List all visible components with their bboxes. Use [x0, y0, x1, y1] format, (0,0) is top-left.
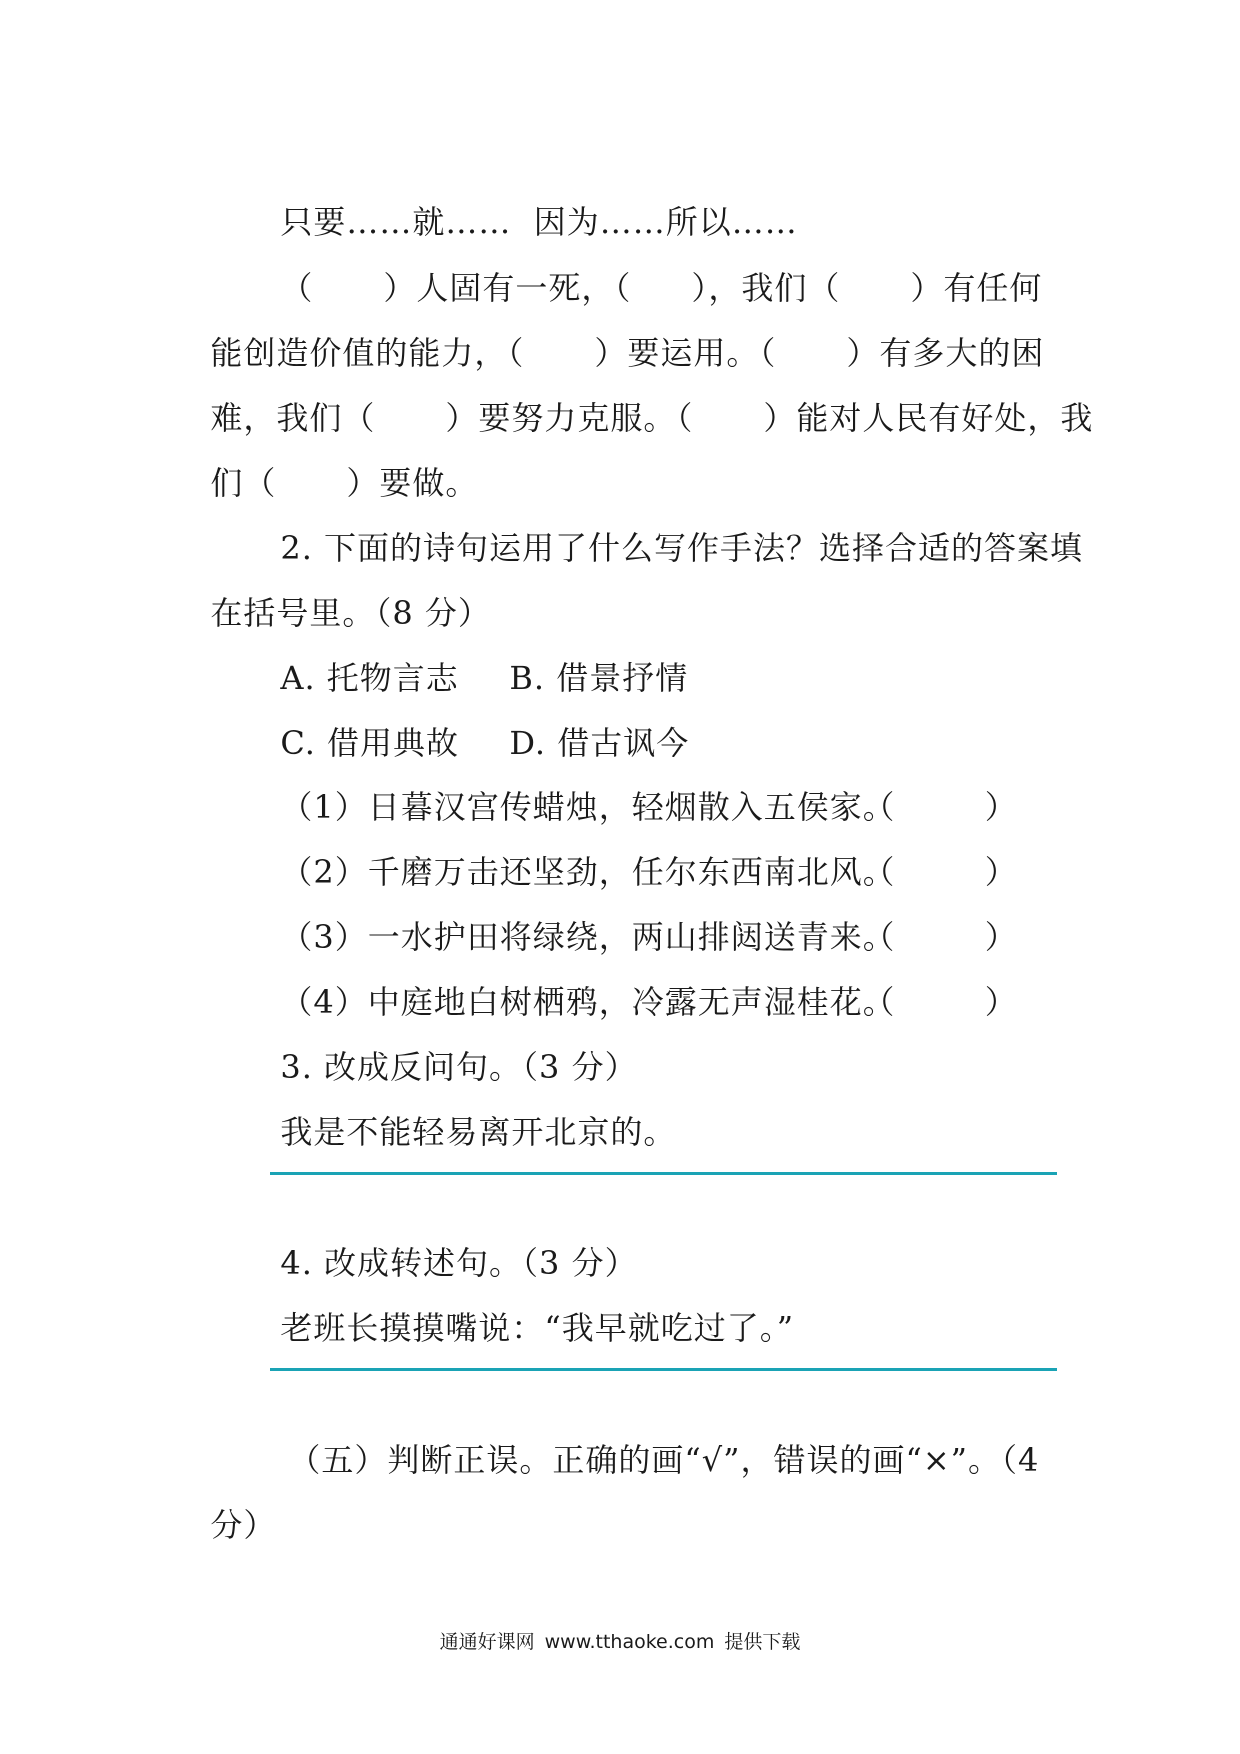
- poem-answer-bracket[interactable]: （ ）: [862, 853, 1018, 891]
- option-c: C. 借用典故: [280, 724, 460, 762]
- connective-hint: 只要……就…… 因为……所以……: [280, 203, 798, 241]
- question-2-prompt-cont: 在括号里。（8 分）: [210, 594, 491, 632]
- section-5-heading: （五）判断正误。正确的画“√”，错误的画“×”。（4: [288, 1441, 1040, 1479]
- option-d: D. 借古讽今: [509, 724, 690, 762]
- poem-answer-bracket[interactable]: （ ）: [862, 788, 1018, 826]
- question-3-title: 3. 改成反问句。（3 分）: [280, 1048, 638, 1086]
- poem-item: （3）一水护田将绿绕，两山排闼送青来。: [280, 918, 896, 956]
- option-b: B. 借景抒情: [509, 659, 689, 697]
- fill-paragraph-line-2: 能创造价值的能力，（ ）要运用。（ ）有多大的困: [210, 334, 1045, 372]
- poem-answer-bracket[interactable]: （ ）: [862, 918, 1018, 956]
- footer-url[interactable]: www.tthaoke.com: [544, 1631, 715, 1653]
- fill-paragraph-line-3: 难，我们（ ）要努力克服。（ ）能对人民有好处，我: [210, 399, 1094, 437]
- question-2-prompt: 2. 下面的诗句运用了什么写作手法？选择合适的答案填: [280, 529, 1084, 567]
- fill-paragraph-line-1: （ ）人固有一死，（ ），我们（ ）有任何: [280, 269, 1043, 307]
- question-4-title: 4. 改成转述句。（3 分）: [280, 1244, 638, 1282]
- poem-item: （1）日暮汉宫传蜡烛，轻烟散入五侯家。: [280, 788, 896, 826]
- poem-item: （2）千磨万击还坚劲，任尔东西南北风。: [280, 853, 896, 891]
- poem-answer-bracket[interactable]: （ ）: [862, 983, 1018, 1021]
- footer-action: 提供下载: [724, 1631, 801, 1653]
- poem-item: （4）中庭地白树栖鸦，冷露无声湿桂花。: [280, 983, 896, 1021]
- answer-line[interactable]: [270, 1368, 1057, 1371]
- question-3-sentence: 我是不能轻易离开北京的。: [280, 1113, 677, 1151]
- option-a: A. 托物言志: [280, 659, 459, 697]
- fill-paragraph-line-4: 们（ ）要做。: [210, 464, 479, 502]
- page-footer: [0, 1630, 1240, 1654]
- footer-site-name: 通通好课网: [439, 1631, 535, 1653]
- question-4-sentence: 老班长摸摸嘴说：“我早就吃过了。”: [280, 1309, 795, 1347]
- answer-line[interactable]: [270, 1172, 1057, 1175]
- section-5-heading-cont: 分）: [210, 1506, 277, 1544]
